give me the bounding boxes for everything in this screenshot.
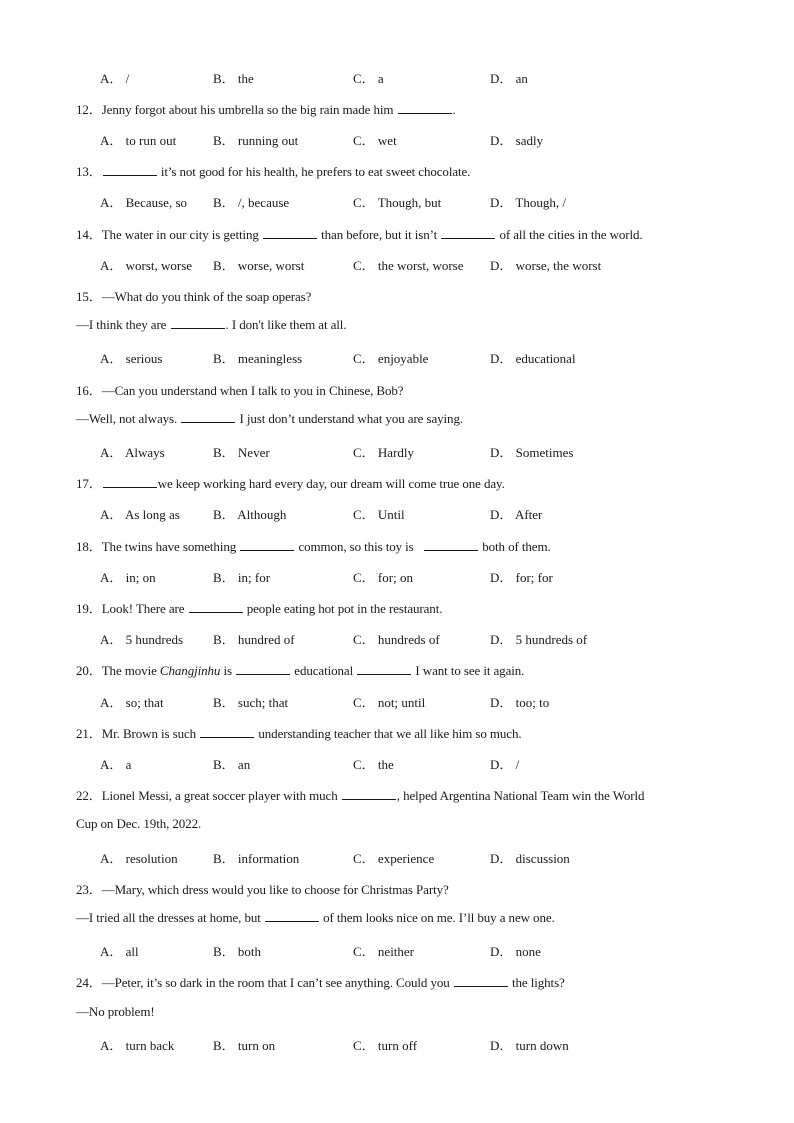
q18-option-c[interactable]: C． for; on [353,570,413,585]
q12-options [0,130,794,148]
q22-options [0,848,794,866]
answer-blank[interactable] [342,798,396,800]
answer-blank[interactable] [265,920,319,922]
q11-option-b[interactable]: B． the [213,71,254,86]
q19-option-d[interactable]: D． 5 hundreds of [490,632,588,647]
q15-stem: 15．—What do you think of the soap operas? [76,289,312,304]
q16-stem-line2: —Well, not always. I just don’t understand what you are saying. [76,411,463,426]
q20-options [0,692,794,710]
q14-option-d[interactable]: D． worse, the worst [490,258,602,273]
q12-option-b[interactable]: B． running out [213,133,299,148]
q20-option-a[interactable]: A． so; that [100,695,164,710]
answer-blank[interactable] [171,327,225,329]
answer-blank[interactable] [189,611,243,613]
q22-option-a[interactable]: A． resolution [100,851,178,866]
q19-stem: 19．Look! There are people eating hot pot in the restaurant. [76,601,443,616]
q23-option-b[interactable]: B． both [213,944,262,959]
q23-option-a[interactable]: A． all [100,944,139,959]
answer-blank[interactable] [103,174,157,176]
q12-stem: 12．Jenny forgot about his umbrella so the big rain made him . [76,102,456,117]
q20-stem: 20．The movie Changjinhu is educational I want to see it again. [76,663,525,678]
answer-blank[interactable] [454,985,508,987]
q19-options [0,629,794,647]
q23-options [0,941,794,959]
answer-blank[interactable] [200,736,254,738]
q18-option-a[interactable]: A． in; on [100,570,156,585]
q14-option-a[interactable]: A． worst, worse [100,258,193,273]
q13-option-a[interactable]: A． Because, so [100,195,188,210]
q16-options [0,442,794,460]
answer-blank[interactable] [424,549,478,551]
q19-option-a[interactable]: A． 5 hundreds [100,632,184,647]
q21-option-b[interactable]: B． an [213,757,251,772]
answer-blank[interactable] [398,112,452,114]
q15-option-a[interactable]: A． serious [100,351,163,366]
answer-blank[interactable] [263,237,317,239]
q13-stem: 13． it’s not good for his health, he prefers to eat sweet chocolate. [76,164,471,179]
q20-option-c[interactable]: C． not; until [353,695,426,710]
answer-blank[interactable] [103,486,157,488]
q16-stem: 16．—Can you understand when I talk to you in Chinese, Bob? [76,383,404,398]
q18-options [0,567,794,585]
q24-stem-line2: —No problem! [76,1004,155,1019]
q20-option-d[interactable]: D． too; to [490,695,550,710]
q13-option-b[interactable]: B． /, because [213,195,290,210]
q18-option-b[interactable]: B． in; for [213,570,271,585]
q14-options [0,255,794,273]
q15-option-d[interactable]: D． educational [490,351,576,366]
q16-option-d[interactable]: D． Sometimes [490,445,574,460]
q17-option-d[interactable]: D． After [490,507,543,522]
q22-option-d[interactable]: D． discussion [490,851,570,866]
q17-option-b[interactable]: B． Although [213,507,287,522]
q23-stem-line2: —I tried all the dresses at home, but of them looks nice on me. I’ll buy a new one. [76,910,555,925]
q21-stem: 21．Mr. Brown is such understanding teacher that we all like him so much. [76,726,522,741]
q21-option-c[interactable]: C． the [353,757,394,772]
q11-option-a[interactable]: A． / [100,71,130,86]
answer-blank[interactable] [441,237,495,239]
q16-option-a[interactable]: A． Always [100,445,165,460]
q19-option-c[interactable]: C． hundreds of [353,632,440,647]
q14-option-c[interactable]: C． the worst, worse [353,258,464,273]
q16-option-c[interactable]: C． Hardly [353,445,415,460]
q14-stem: 14．The water in our city is getting than before, but it isn’t of all the cities in the world. [76,227,643,242]
q22-stem: 22．Lionel Messi, a great soccer player with much , helped Argentina National Team win the World [76,788,645,803]
answer-blank[interactable] [236,673,290,675]
q15-options [0,348,794,366]
q24-stem: 24．—Peter, it’s so dark in the room that I can’t see anything. Could you the lights? [76,975,565,990]
q17-stem: 17． we keep working hard every day, our dream will come true one day. [76,476,505,491]
q21-option-a[interactable]: A． a [100,757,132,772]
q23-option-d[interactable]: D． none [490,944,541,959]
q11-options [0,68,794,86]
q18-stem: 18．The twins have something common, so this toy is both of them. [76,539,551,554]
q18-option-d[interactable]: D． for; for [490,570,553,585]
q22-option-b[interactable]: B． information [213,851,300,866]
q11-option-c[interactable]: C． a [353,71,384,86]
q21-option-d[interactable]: D． / [490,757,520,772]
q13-options [0,192,794,210]
q13-option-c[interactable]: C． Though, but [353,195,442,210]
q15-option-c[interactable]: C． enjoyable [353,351,429,366]
q23-option-c[interactable]: C． neither [353,944,415,959]
answer-blank[interactable] [240,549,294,551]
q17-options [0,504,794,522]
q17-option-a[interactable]: A． As long as [100,507,180,522]
q12-option-c[interactable]: C． wet [353,133,397,148]
q24-option-a[interactable]: A． turn back [100,1038,175,1053]
q22-option-c[interactable]: C． experience [353,851,435,866]
q12-option-d[interactable]: D． sadly [490,133,544,148]
q24-option-b[interactable]: B． turn on [213,1038,276,1053]
q11-option-d[interactable]: D． an [490,71,528,86]
q24-option-c[interactable]: C． turn off [353,1038,418,1053]
q13-option-d[interactable]: D． Though, / [490,195,566,210]
q20-option-b[interactable]: B． such; that [213,695,289,710]
q16-option-b[interactable]: B． Never [213,445,270,460]
q17-option-c[interactable]: C． Until [353,507,405,522]
q21-options [0,754,794,772]
q15-stem-line2: —I think they are . I don't like them at all. [76,317,347,332]
q22-stem-line2: Cup on Dec. 19th, 2022. [76,816,202,831]
answer-blank[interactable] [357,673,411,675]
q14-option-b[interactable]: B． worse, worst [213,258,305,273]
movie-title: Changjinhu [159,663,221,678]
q15-option-b[interactable]: B． meaningless [213,351,303,366]
q23-stem: 23．—Mary, which dress would you like to choose for Christmas Party? [76,882,449,897]
q19-option-b[interactable]: B． hundred of [213,632,295,647]
answer-blank[interactable] [181,421,235,423]
q24-options [0,1035,794,1053]
q12-option-a[interactable]: A． to run out [100,133,177,148]
q24-option-d[interactable]: D． turn down [490,1038,569,1053]
